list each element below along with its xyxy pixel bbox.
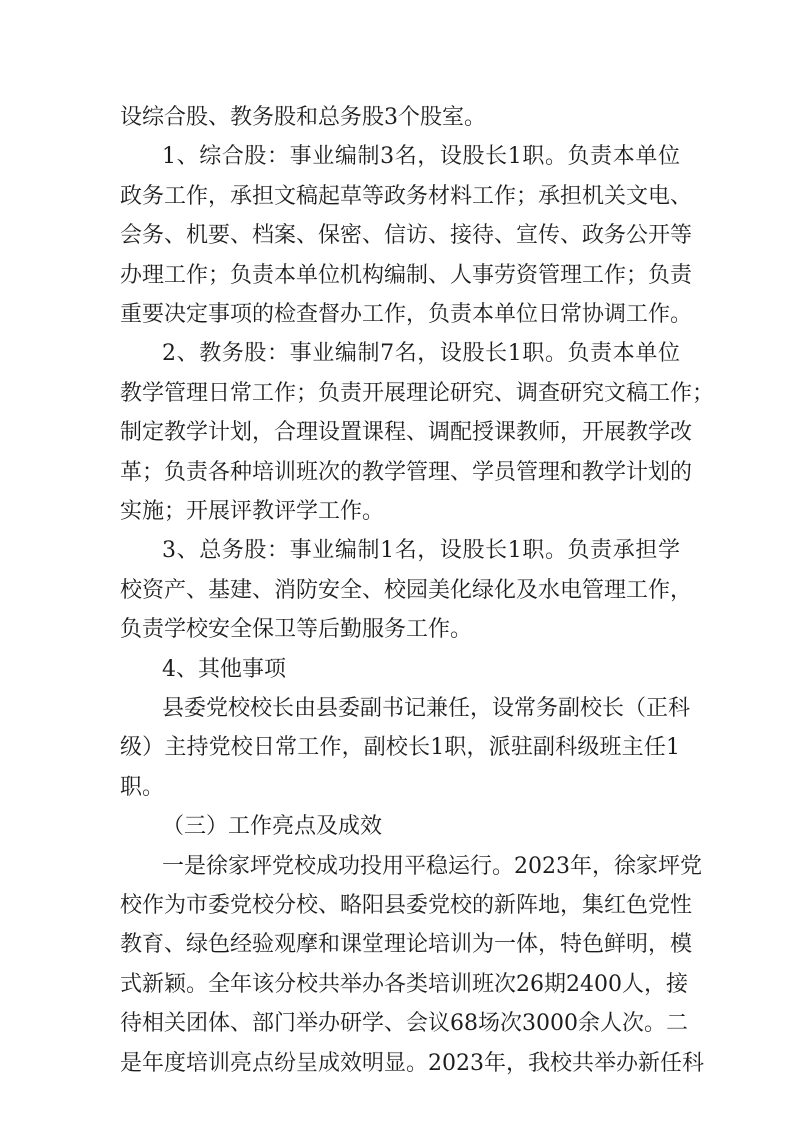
paragraph-line: 实施；开展评教评学工作。 bbox=[120, 499, 385, 524]
paragraph-line: 是年度培训亮点纷呈成效明显。2023年，我校共举办新任科 bbox=[120, 1051, 704, 1076]
paragraph-line: 重要决定事项的检查督办工作，负责本单位日常协调工作。 bbox=[120, 302, 693, 327]
section-heading: （三）工作亮点及成效 bbox=[162, 814, 383, 839]
paragraph-line: 县委党校校长由县委副书记兼任，设常务副校长（正科 bbox=[162, 696, 691, 721]
paragraph-line: 1、综合股：事业编制3名，设股长1职。负责本单位 bbox=[162, 144, 680, 169]
paragraph-line: 校作为市委党校分校、略阳县委党校的新阵地，集红色党性 bbox=[120, 893, 693, 918]
subsection-heading: 4、其他事项 bbox=[162, 657, 286, 682]
paragraph-line: 教育、绿色经验观摩和课堂理论培训为一体，特色鲜明，模 bbox=[120, 932, 693, 957]
paragraph-line: 级）主持党校日常工作，副校长1职，派驻副科级班主任1 bbox=[120, 735, 680, 760]
paragraph-line: 会务、机要、档案、保密、信访、接待、宣传、政务公开等 bbox=[120, 223, 693, 248]
paragraph-line: 2、教务股：事业编制7名，设股长1职。负责本单位 bbox=[162, 341, 680, 366]
paragraph-line: 政务工作，承担文稿起草等政务材料工作；承担机关文电、 bbox=[120, 184, 693, 209]
paragraph-line: 一是徐家坪党校成功投用平稳运行。2023年，徐家坪党 bbox=[162, 854, 702, 879]
paragraph-line: 式新颖。全年该分校共举办各类培训班次26期2400人，接 bbox=[120, 972, 688, 997]
paragraph-line: 制定教学计划，合理设置课程、调配授课教师，开展教学改 bbox=[120, 420, 693, 445]
paragraph-line: 校资产、基建、消防安全、校园美化绿化及水电管理工作， bbox=[120, 578, 693, 603]
paragraph-line: 设综合股、教务股和总务股3个股室。 bbox=[120, 105, 486, 130]
paragraph-line: 教学管理日常工作；负责开展理论研究、调查研究文稿工作； bbox=[120, 381, 715, 406]
paragraph-line: 办理工作；负责本单位机构编制、人事劳资管理工作；负责 bbox=[120, 263, 693, 288]
paragraph-line: 职。 bbox=[120, 775, 165, 800]
paragraph-line: 革；负责各种培训班次的教学管理、学员管理和教学计划的 bbox=[120, 460, 693, 485]
paragraph-line: 待相关团体、部门举办研学、会议68场次3000余人次。二 bbox=[120, 1011, 688, 1036]
paragraph-line: 3、总务股：事业编制1名，设股长1职。负责承担学 bbox=[162, 538, 680, 563]
paragraph-line: 负责学校安全保卫等后勤服务工作。 bbox=[120, 617, 473, 642]
